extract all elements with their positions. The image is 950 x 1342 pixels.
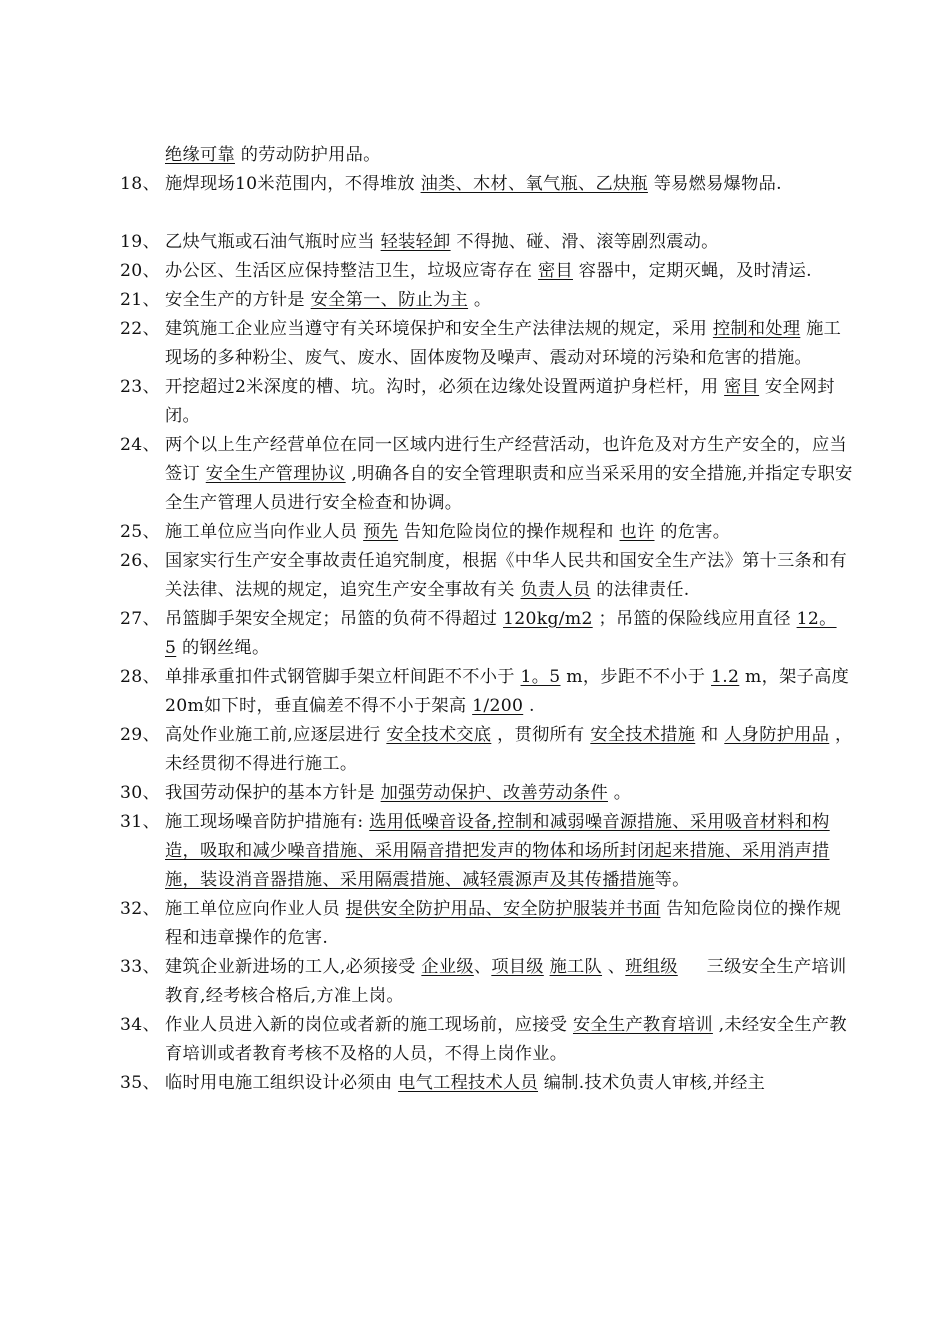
list-item-23 bbox=[120, 373, 855, 431]
answer-blank: 预先 bbox=[363, 522, 399, 542]
item-number: 25、 bbox=[120, 522, 160, 542]
item-number: 24、 bbox=[120, 435, 160, 455]
list-item-21 bbox=[120, 286, 855, 315]
list-item-22 bbox=[120, 315, 855, 373]
list-item-19 bbox=[120, 228, 855, 257]
answer-blank: 12。5 bbox=[165, 609, 837, 658]
item-text: m，架子高度20m如下时，垂直偏差不得不小于架高 bbox=[165, 667, 850, 716]
answer-blank: 安全第一、防止为主 bbox=[310, 290, 469, 310]
item-text: 告知危险岗位的操作规程和 bbox=[403, 522, 614, 542]
item-text: 作业人员进入新的岗位或者新的施工现场前，应接受 bbox=[165, 1015, 568, 1035]
item-text: 和 bbox=[701, 725, 719, 745]
item-text: 国家实行生产安全事故责任追究制度，根据《中华人民共和国安全生产法》第十三条和有关法律、法规的规定，追究生产安全事故有关 bbox=[165, 551, 848, 600]
list-item-25 bbox=[120, 518, 855, 547]
list-item-17-continuation bbox=[120, 141, 855, 170]
answer-blank: 密目 bbox=[724, 377, 760, 397]
item-number: 33、 bbox=[120, 957, 160, 977]
item-number: 30、 bbox=[120, 783, 160, 803]
item-number: 20、 bbox=[120, 261, 160, 281]
item-text: 。 bbox=[613, 783, 632, 803]
item-text: 安全网封闭。 bbox=[165, 377, 835, 426]
item-number: 22、 bbox=[120, 319, 160, 339]
question-list bbox=[120, 141, 855, 1098]
list-item-24 bbox=[120, 431, 855, 518]
list-item-32 bbox=[120, 895, 855, 953]
answer-blank: 电气工程技术人员 bbox=[398, 1073, 539, 1093]
answer-blank: 负责人员 bbox=[520, 580, 591, 600]
answer-blank: 1/200 bbox=[472, 696, 524, 716]
item-number: 27、 bbox=[120, 609, 160, 629]
item-text: ，贯彻所有 bbox=[497, 725, 585, 745]
item-text: 临时用电施工组织设计必须由 bbox=[165, 1073, 393, 1093]
answer-blank: 施工队 bbox=[549, 957, 603, 977]
list-item-33 bbox=[120, 953, 855, 1011]
answer-blank: 安全技术措施 bbox=[590, 725, 696, 745]
item-text: 、 bbox=[607, 957, 626, 977]
item-number: 18、 bbox=[120, 174, 160, 194]
item-number: 31、 bbox=[120, 812, 160, 832]
answer-blank: 油类、木材、氧气瓶、乙炔瓶 bbox=[420, 174, 648, 194]
list-item-35 bbox=[120, 1069, 855, 1098]
item-text: 。 bbox=[473, 290, 492, 310]
item-number: 32、 bbox=[120, 899, 160, 919]
item-text: 三级安全生产培训教育,经考核合格后,方准上岗。 bbox=[165, 957, 847, 1006]
answer-blank: 安全技术交底 bbox=[386, 725, 492, 745]
answer-blank: 项目级 bbox=[491, 957, 544, 977]
list-item-27 bbox=[120, 605, 855, 663]
item-text: 单排承重扣件式钢管脚手架立杆间距不不小于 bbox=[165, 667, 515, 687]
item-text: 容器中，定期灭蝇，及时清运. bbox=[578, 261, 812, 281]
item-text: 高处作业施工前,应逐层进行 bbox=[165, 725, 381, 745]
answer-blank: 1.2 bbox=[711, 667, 740, 687]
item-number: 21、 bbox=[120, 290, 160, 310]
item-number: 28、 bbox=[120, 667, 160, 687]
item-text: 施工单位应向作业人员 bbox=[165, 899, 340, 919]
list-item-18 bbox=[120, 170, 855, 199]
answer-blank: 绝缘可靠 bbox=[165, 145, 235, 165]
answer-blank: 选用低噪音设备,控制和减弱噪音源措施、采用吸音材料和构造，吸取和减少噪音措施、采用隔音措把发声的物体和场所封闭起来措施、采用消声措施，装设消音器措施、采用隔震措施、减轻震源声及其传播措施 bbox=[165, 812, 830, 890]
answer-blank: 人身防护用品 bbox=[724, 725, 830, 745]
item-text: 吊篮脚手架安全规定；吊篮的负荷不得超过 bbox=[165, 609, 498, 629]
list-item-29 bbox=[120, 721, 855, 779]
item-number: 29、 bbox=[120, 725, 160, 745]
item-text: 编制.技术负责人审核,并经主 bbox=[543, 1073, 766, 1093]
item-text: 、 bbox=[473, 957, 492, 977]
item-text: 乙炔气瓶或石油气瓶时应当 bbox=[165, 232, 375, 252]
item-text: 建筑企业新进场的工人,必须接受 bbox=[165, 957, 416, 977]
item-text: 安全生产的方针是 bbox=[165, 290, 305, 310]
list-item-31 bbox=[120, 808, 855, 895]
item-text: 施工现场噪音防护措施有: bbox=[165, 812, 364, 832]
list-item-28 bbox=[120, 663, 855, 721]
answer-blank: 班组级 bbox=[625, 957, 678, 977]
list-item-30 bbox=[120, 779, 855, 808]
item-text: 建筑施工企业应当遵守有关环境保护和安全生产法律法规的规定，采用 bbox=[165, 319, 708, 339]
answer-blank: 安全生产管理协议 bbox=[205, 464, 346, 484]
answer-blank: 也许 bbox=[619, 522, 655, 542]
answer-blank: 控制和处理 bbox=[712, 319, 801, 339]
item-number: 19、 bbox=[120, 232, 160, 252]
answer-blank: 轻装轻卸 bbox=[380, 232, 451, 252]
item-text: 的劳动防护用品。 bbox=[240, 145, 381, 165]
list-item-26 bbox=[120, 547, 855, 605]
item-text: 等易燃易爆物品. bbox=[653, 174, 782, 194]
answer-blank: 提供安全防护用品、安全防护服装并书面 bbox=[345, 899, 661, 919]
item-text: 的法律责任. bbox=[596, 580, 690, 600]
answer-blank: 安全生产教育培训 bbox=[572, 1015, 713, 1035]
item-text: 两个以上生产经营单位在同一区域内进行生产经营活动，也许危及对方生产安全的，应当签订 bbox=[165, 435, 848, 484]
item-number: 35、 bbox=[120, 1073, 160, 1093]
item-text: ，未经贯彻不得进行施工。 bbox=[165, 725, 853, 774]
item-text: ；吊篮的保险线应用直径 bbox=[598, 609, 791, 629]
answer-blank: 120kg/m2 bbox=[503, 609, 593, 629]
answer-blank: 加强劳动保护、改善劳动条件 bbox=[380, 783, 608, 803]
item-text: 告知危险岗位的操作规程和违章操作的危害. bbox=[165, 899, 842, 948]
answer-blank: 1。5 bbox=[520, 667, 561, 687]
answer-blank: 企业级 bbox=[421, 957, 474, 977]
item-text: 我国劳动保护的基本方针是 bbox=[165, 783, 375, 803]
item-text: ,未经安全生产教育培训或者教育考核不及格的人员，不得上岗作业。 bbox=[165, 1015, 847, 1064]
list-item-34 bbox=[120, 1011, 855, 1069]
item-text: 的钢丝绳。 bbox=[182, 638, 270, 658]
item-text: 施工单位应当向作业人员 bbox=[165, 522, 358, 542]
item-text: m，步距不不小于 bbox=[566, 667, 706, 687]
item-number: 34、 bbox=[120, 1015, 160, 1035]
item-text: 开挖超过2米深度的槽、坑。沟时，必须在边缘处设置两道护身栏杆，用 bbox=[165, 377, 719, 397]
spacer bbox=[120, 199, 855, 228]
item-number: 26、 bbox=[120, 551, 160, 571]
list-item-20 bbox=[120, 257, 855, 286]
item-text: . bbox=[528, 696, 535, 716]
item-text: ,明确各自的安全管理职责和应当采采用的安全措施,并指定专职安全生产管理人员进行安全检查和协调。 bbox=[165, 464, 853, 513]
item-text: 的危害。 bbox=[660, 522, 731, 542]
item-number: 23、 bbox=[120, 377, 160, 397]
answer-blank: 密目 bbox=[538, 261, 573, 281]
item-text: 施工现场的多种粉尘、废气、废水、固体废物及噪声、震动对环境的污染和危害的措施。 bbox=[165, 319, 842, 368]
item-text: 等。 bbox=[654, 870, 690, 890]
item-text: 施焊现场10米范围内，不得堆放 bbox=[165, 174, 415, 194]
item-text: 不得抛、碰、滑、滚等剧烈震动。 bbox=[456, 232, 719, 252]
item-text: 办公区、生活区应保持整洁卫生，垃圾应寄存在 bbox=[165, 261, 533, 281]
